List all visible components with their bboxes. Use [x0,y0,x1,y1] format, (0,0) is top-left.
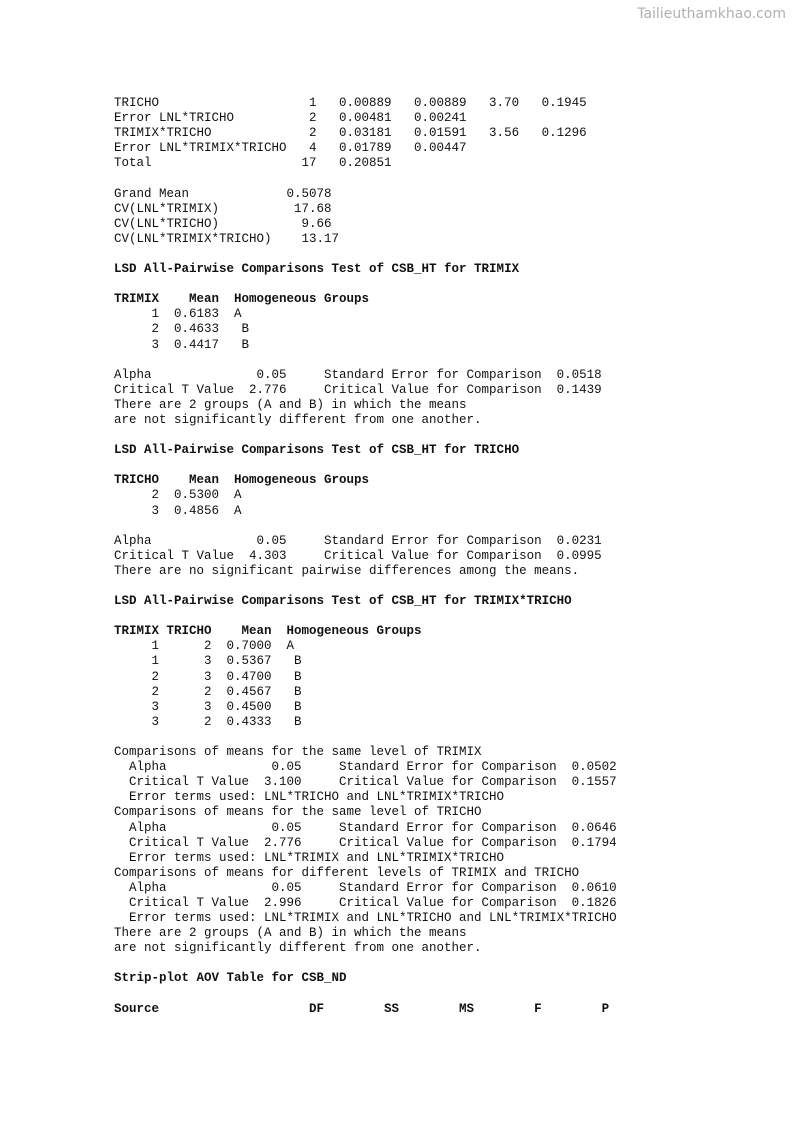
table-row: 1 3 0.5367 B [114,654,302,669]
strip-plot-header: Source DF SS MS F P [114,1001,610,1016]
lsd-tricho-stats [114,534,774,579]
stat-line: Alpha 0.05 Standard Error for Comparison 0.0518 [114,367,602,382]
lsd-trimix-header: TRIMIX Mean Homogeneous Groups [114,292,370,307]
stat-line: Error terms used: LNL*TRIMIX and LNL*TRICHO and LNL*TRIMIX*TRICHO [114,911,617,926]
lsd-interaction-header: TRIMIX TRICHO Mean Homogeneous Groups [114,624,422,639]
stat-line: Alpha 0.05 Standard Error for Comparison 0.0610 [114,880,617,895]
stat-line: Comparisons of means for the same level of TRIMIX [114,745,482,760]
lsd-trimix-rows [114,307,774,352]
table-row: 3 0.4417 B [114,337,250,352]
table-row: 3 3 0.4500 B [114,699,302,714]
stat-line: There are no significant pairwise differences among the means. [114,563,580,578]
stat-line: Alpha 0.05 Standard Error for Comparison 0.0646 [114,820,617,835]
anova-row: TRICHO 1 0.00889 0.00889 3.70 0.1945 [114,96,587,110]
stat-line: There are 2 groups (A and B) in which the means [114,397,467,412]
lsd-trimix-stats [114,368,774,428]
anova-row: TRIMIX*TRICHO 2 0.03181 0.01591 3.56 0.1296 [114,126,587,141]
lsd-interaction-title: LSD All-Pairwise Comparisons Test of CSB_HT for TRIMIX*TRICHO [114,594,572,609]
table-row: 2 2 0.4567 B [114,684,302,699]
grand-mean-block [114,187,774,247]
stat-line: are not significantly different from one another. [114,941,482,956]
stat-line: Alpha 0.05 Standard Error for Comparison 0.0502 [114,760,617,775]
stat-line: Critical T Value 2.776 Critical Value for Comparison 0.1794 [114,835,617,850]
cv-line: CV(LNL*TRIMIX*TRICHO) 13.17 [114,231,340,246]
lsd-tricho-rows [114,488,774,518]
lsd-interaction-rows [114,639,774,730]
document-page [114,96,774,1017]
stat-line: are not significantly different from one another. [114,412,482,427]
table-row: 1 2 0.7000 A [114,639,295,654]
stat-line: Error terms used: LNL*TRIMIX and LNL*TRIMIX*TRICHO [114,850,505,865]
anova-row: Error LNL*TRIMIX*TRICHO 4 0.01789 0.00447 [114,141,467,156]
strip-plot-title: Strip-plot AOV Table for CSB_ND [114,971,347,986]
stat-line: Critical T Value 3.100 Critical Value for Comparison 0.1557 [114,775,617,790]
anova-row: Error LNL*TRICHO 2 0.00481 0.00241 [114,111,467,126]
stat-line: Comparisons of means for the same level of TRICHO [114,805,482,820]
table-row: 2 0.5300 A [114,488,242,503]
cv-line: CV(LNL*TRICHO) 9.66 [114,216,332,231]
stat-line: Alpha 0.05 Standard Error for Comparison 0.0231 [114,533,602,548]
stat-line: Error terms used: LNL*TRICHO and LNL*TRIMIX*TRICHO [114,790,505,805]
table-row: 2 3 0.4700 B [114,669,302,684]
table-row: 2 0.4633 B [114,322,250,337]
stat-line: Critical T Value 2.776 Critical Value for Comparison 0.1439 [114,382,602,397]
stat-line: Critical T Value 2.996 Critical Value for Comparison 0.1826 [114,895,617,910]
stat-line: Comparisons of means for different levels of TRIMIX and TRICHO [114,865,580,880]
anova-table [114,96,774,171]
table-row: 3 0.4856 A [114,503,242,518]
stat-line: Critical T Value 4.303 Critical Value for Comparison 0.0995 [114,548,602,563]
cv-line: CV(LNL*TRIMIX) 17.68 [114,201,332,216]
lsd-tricho-header: TRICHO Mean Homogeneous Groups [114,473,370,488]
lsd-interaction-stats [114,745,774,956]
table-row: 1 0.6183 A [114,307,242,322]
stat-line: There are 2 groups (A and B) in which the means [114,926,467,941]
anova-row: Total 17 0.20851 [114,156,392,171]
table-row: 3 2 0.4333 B [114,714,302,729]
grand-mean-line: Grand Mean 0.5078 [114,186,332,201]
lsd-tricho-title: LSD All-Pairwise Comparisons Test of CSB_HT for TRICHO [114,443,520,458]
watermark-text: Tailieuthamkhao.com [637,6,786,22]
lsd-trimix-title: LSD All-Pairwise Comparisons Test of CSB_HT for TRIMIX [114,262,520,277]
